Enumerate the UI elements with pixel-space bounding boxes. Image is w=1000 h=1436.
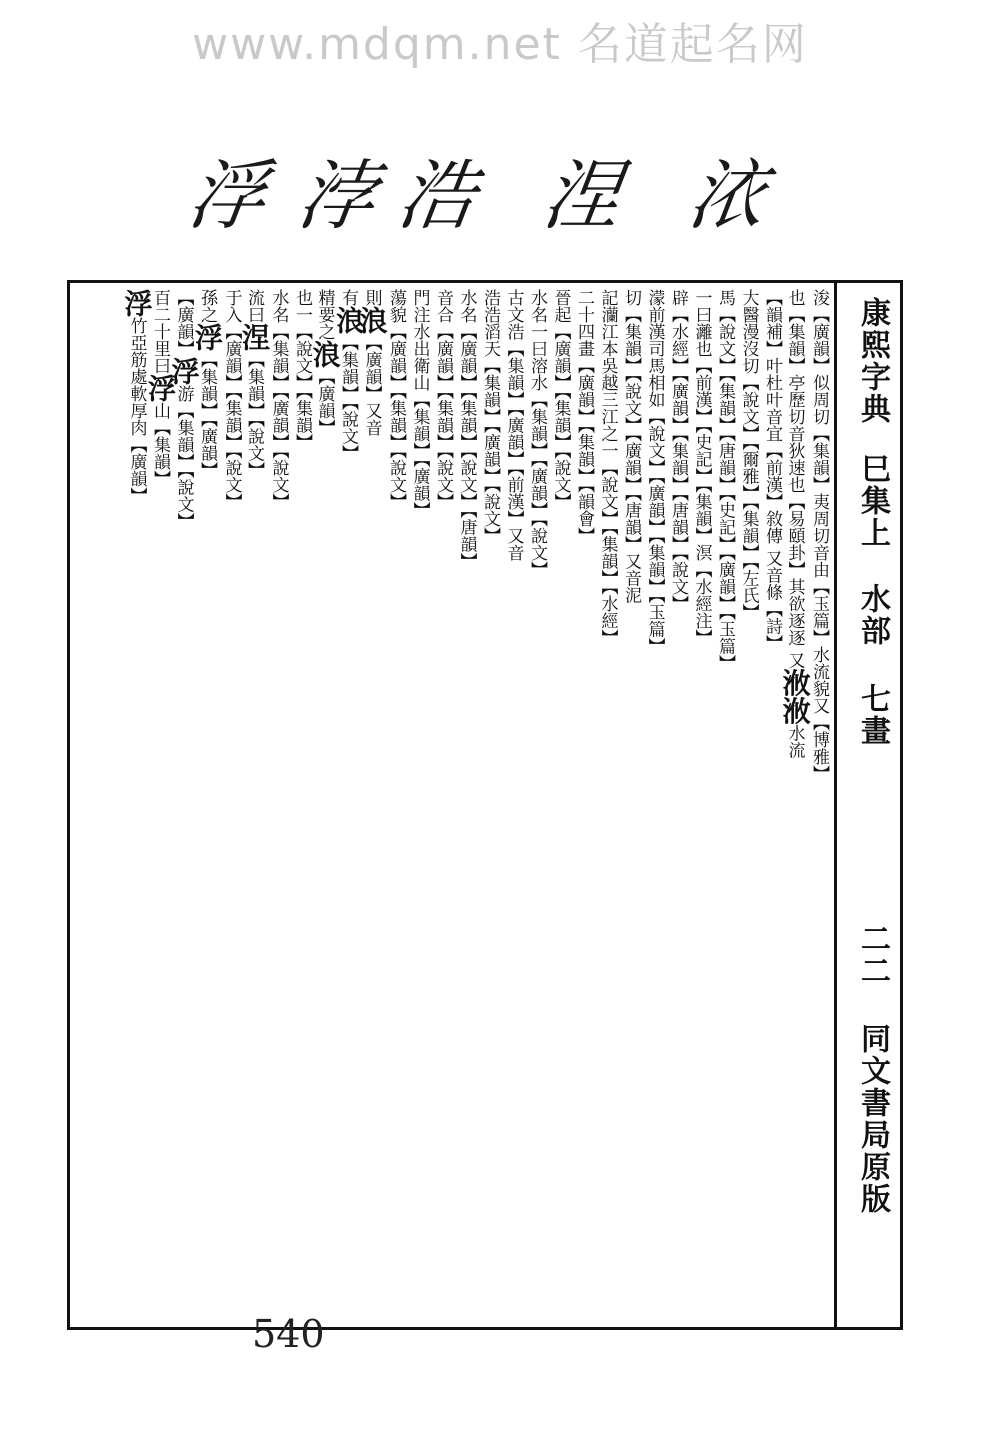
text-column: 音合【廣韻】【集韻】【說文】 [433,289,453,510]
text-column: 【廣韻】浮游【集韻】【說文】 [167,289,201,530]
headword-char: 涅 [238,323,271,351]
book-title: 康熙字典 [855,297,890,425]
text-column: 精要之浪【廣韻】 [308,289,342,436]
text-column: 也【集韻】亭歷切音狄速也【易頤卦】其欲逐逐 又浟浟水流 [778,289,812,759]
text-column: 馬【說文】【集韻】【唐韻】【史記】【廣韻】【玉篇】 [715,289,735,672]
margin-sidebar [834,283,900,1327]
text-column: 也一【說文】【集韻】 [292,289,312,451]
headword-char: 浮 [120,289,154,317]
text-column: 古文浩【集韻】【廣韻】【前漢】又音 [503,289,524,561]
headword-char: 浮 [144,374,177,402]
text-column: 二十四畫【廣韻】【集韻】【韻會】 [574,289,594,544]
collection-label: 巳集上 [855,453,890,549]
text-column: 辟【水經】【廣韻】【集韻】【唐韻】【說文】 [668,289,688,612]
headword-char: 浟 [778,696,812,725]
text-column: 浮竹亞筋處軟厚肉【廣韻】 [120,289,154,504]
text-column: 浩浩滔天【集韻】【廣韻】【說文】 [480,289,500,544]
seal-char-5: 浮 [182,151,272,240]
text-column: 一曰灕也【前漢】【史記】【集韻】溟【水經注】 [691,289,712,646]
text-column: 門注水出衛山【集韻】【廣韻】 [409,289,430,519]
text-column: 浚【廣韻】似周切【集韻】夷周切音由【玉篇】水流貌又【博雅】 [809,289,829,782]
text-column: 百二十里曰浮山【集韻】 [144,289,177,487]
seal-char-1: 㳖 [682,151,772,240]
text-column: 濛前漢司馬相如【說文】【廣韻】【集韻】【玉篇】 [644,289,665,655]
text-column: 有浪【集韻】【說文】 [332,289,365,462]
text-column: 【韻補】叶杜叶音宜【前漢】敘傳 又音條【詩】 [762,289,782,652]
headword-char: 浪 [308,340,342,368]
seal-char-3: 浩 [392,151,482,240]
text-column: 切【集韻】【說文】【廣韻】【唐韻】又音泥 [621,289,641,604]
text-column: 晉起【廣韻】【集韻】【說文】 [550,289,571,510]
seal-script-header [150,135,850,245]
watermark-text: www.mdqm.net 名道起名网 [192,19,808,70]
page-frame [67,280,903,1330]
text-column: 于入【廣韻】【集韻】【說文】 [221,289,242,510]
text-column: 水名【集韻】【廣韻】【說文】 [268,289,289,510]
text-column: 大醫漫沒切【說文】【爾雅】【集韻】【左氏】 [738,289,759,621]
headword-char: 浟 [778,668,812,697]
page-number: 540 [252,1312,325,1356]
text-column: 水名一曰溶水【集韻】【廣韻】【說文】 [527,289,547,578]
text-column: 流曰涅【集韻】【說文】 [238,289,271,479]
text-column: 水名【廣韻】【集韻】【說文】【唐韻】 [456,289,477,570]
dictionary-body [70,283,834,1327]
page-number-cn: 二二 [855,923,890,987]
text-column: 孫之浮【集韻】【廣韻】 [191,289,224,479]
text-column: 蕩貌【廣韻】【集韻】【說文】 [386,289,406,510]
publisher-label: 同文書局原版 [855,1023,890,1215]
headword-char: 浮 [167,357,201,385]
headword-char: 浪 [355,306,389,334]
seal-char-2: 涅 [537,151,627,240]
headword-char: 浪 [332,306,365,334]
radical-label: 水部 [855,583,890,647]
headword-char: 浮 [191,323,224,351]
seal-char-4: 浡 [292,151,382,240]
stroke-label: 七畫 [855,683,890,747]
text-column: 記灡江本吳越三江之一【說文】【集韻】【水經】 [597,289,618,646]
text-column: 則浪【廣韻】又音 [355,289,389,436]
